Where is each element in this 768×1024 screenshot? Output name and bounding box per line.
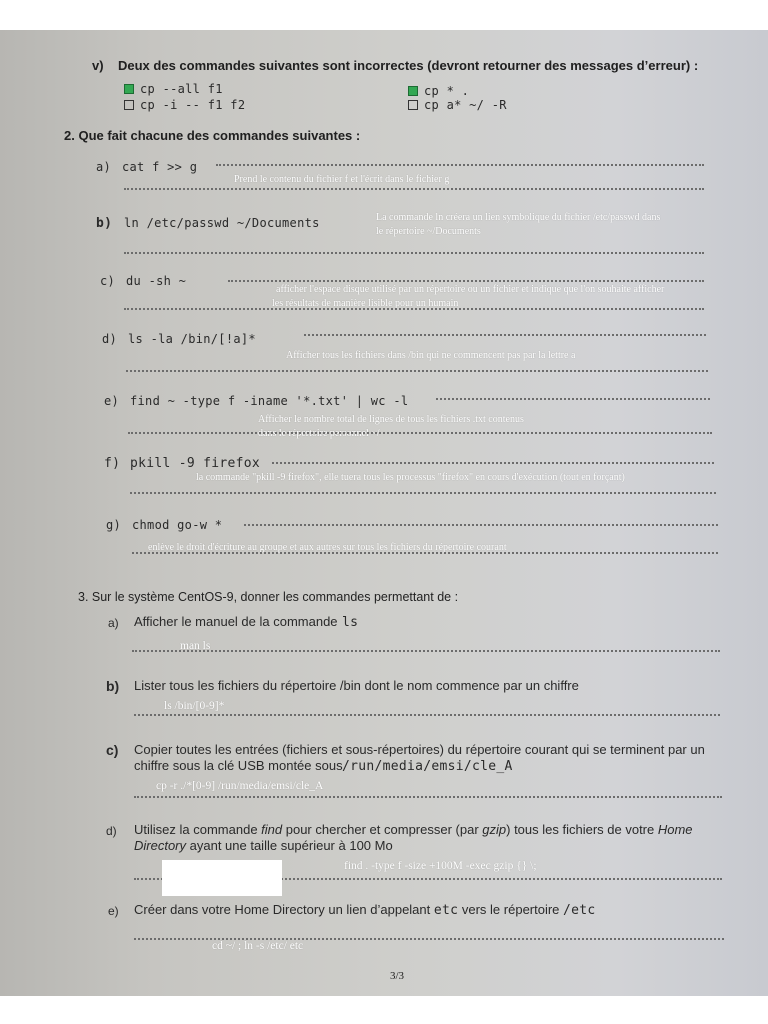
item-2d-label: d): [102, 332, 118, 346]
item-3c-answer[interactable]: cp -r ./*[0-9] /run/media/emsi/cle_A: [156, 780, 324, 792]
section-2-title: 2. Que fait chacune des commandes suivantes :: [64, 128, 361, 143]
option-cp-all[interactable]: cp --all f1: [124, 80, 223, 98]
answer-line: [124, 188, 704, 190]
unchecked-box-icon: [408, 100, 418, 110]
item-2c-answer-line2[interactable]: les résultats de manière lisible pour un humain: [272, 298, 459, 309]
item-2g-answer[interactable]: enlève le droit d'écriture au groupe et aux autres sur tous les fichiers du répertoire courant: [148, 542, 507, 553]
item-3a-text: Afficher le manuel de la commande: [134, 614, 338, 629]
option-cp-a-star[interactable]: cp a* ~/ -R: [408, 96, 507, 114]
item-2f-label: f): [104, 456, 121, 471]
answer-line: [134, 714, 720, 716]
item-3a-command: ls: [342, 615, 359, 630]
item-2a-label: a): [96, 160, 112, 174]
item-2b-label: b): [96, 216, 113, 231]
item-3d-label: d): [106, 824, 117, 838]
redaction-box: [162, 860, 282, 896]
option-cp-i[interactable]: cp -i -- f1 f2: [124, 96, 245, 114]
item-3c-line2: chiffre sous la clé USB montée sous: [134, 758, 343, 773]
item-2f-answer[interactable]: la commande "pkill -9 firefox", elle tuera tous les processus "firefox" en cours d'exécution (tout en forçant): [196, 472, 625, 483]
item-2d-answer[interactable]: Afficher tous les fichiers dans /bin qui ne commencent pas par la lettre a: [286, 350, 576, 361]
unchecked-box-icon: [124, 100, 134, 110]
answer-line: [244, 524, 718, 526]
page-number: 3/3: [390, 970, 405, 982]
item-2e-command: find ~ -type f -iname '*.txt' | wc -l: [130, 394, 409, 408]
item-2g-command: chmod go-w *: [132, 518, 223, 532]
item-2e-label: e): [104, 394, 120, 408]
question-v-label: v): [92, 58, 104, 73]
checked-box-icon: [408, 86, 418, 96]
item-3a-label: a): [108, 616, 119, 630]
item-2a-command: cat f >> g: [122, 160, 198, 174]
item-2g-label: g): [106, 518, 122, 532]
item-3b-answer[interactable]: ls /bin/[0-9]*: [164, 700, 225, 712]
checked-box-icon: [124, 84, 134, 94]
answer-line: [132, 650, 720, 652]
answer-line: [130, 492, 716, 494]
item-3c-label: c): [106, 742, 119, 758]
item-3e-text: Créer dans votre Home Directory un lien d’appelant etc vers le répertoire /etc: [134, 902, 596, 918]
answer-line: [124, 252, 704, 254]
item-2c-command: du -sh ~: [126, 274, 187, 288]
item-3b-label: b): [106, 678, 120, 694]
item-3b-text: Lister tous les fichiers du répertoire /bin dont le nom commence par un chiffre: [134, 678, 579, 693]
item-2b-command: ln /etc/passwd ~/Documents: [124, 216, 320, 230]
answer-line: [132, 552, 718, 554]
item-2c-label: c): [100, 274, 116, 288]
item-2b-answer[interactable]: La commande ln créera un lien symbolique du fichier /etc/passwd dans: [376, 212, 661, 223]
item-2d-command: ls -la /bin/[!a]*: [128, 332, 256, 346]
answer-line: [124, 308, 704, 310]
item-3c-line1: Copier toutes les entrées (fichiers et sous-répertoires) du répertoire courant qui se terminent par un: [134, 742, 705, 757]
answer-line: [134, 796, 722, 798]
item-2b-answer-line2[interactable]: le répertoire ~/Documents: [376, 226, 481, 237]
answer-line: [436, 398, 710, 400]
answer-line: [272, 462, 714, 464]
item-2c-answer[interactable]: afficher l'espace disque utilisé par un répertoire ou un fichier et indique que l'on souhaite afficher: [276, 284, 665, 295]
option-cp-star[interactable]: cp * .: [408, 82, 469, 100]
item-3d-line1: Utilisez la commande find pour chercher et compresser (par gzip) tous les fichiers de votre Home: [134, 822, 693, 837]
item-2e-answer-line2[interactable]: dans le répertoire personnel ~/: [258, 428, 380, 439]
section-3-title: 3. Sur le système CentOS-9, donner les commandes permettant de :: [78, 590, 459, 604]
item-3d-answer[interactable]: find . -type f -size +100M -exec gzip {} \;: [344, 860, 537, 872]
item-3e-label: e): [108, 904, 119, 918]
item-2e-answer[interactable]: Afficher le nombre total de lignes de tous les fichiers .txt contenus: [258, 414, 524, 425]
answer-line: [128, 432, 712, 434]
answer-line: [216, 164, 704, 166]
item-3a-answer[interactable]: man ls: [180, 640, 211, 652]
item-3c-path: /run/media/emsi/cle_A: [342, 759, 513, 774]
item-3e-answer[interactable]: cd ~/ ; ln -s /etc/ etc: [212, 940, 304, 952]
item-3d-line2: Directory ayant une taille supérieur à 100 Mo: [134, 838, 393, 853]
answer-line: [228, 280, 704, 282]
question-v-text: Deux des commandes suivantes sont incorrectes (devront retourner des messages d’erreur) :: [118, 58, 699, 73]
item-2a-answer[interactable]: Prend le contenu du fichier f et l'écrit dans le fichier g: [234, 174, 450, 185]
answer-line: [304, 334, 706, 336]
answer-line: [126, 370, 708, 372]
item-2f-command: pkill -9 firefox: [130, 456, 261, 471]
document-page: [0, 30, 768, 996]
